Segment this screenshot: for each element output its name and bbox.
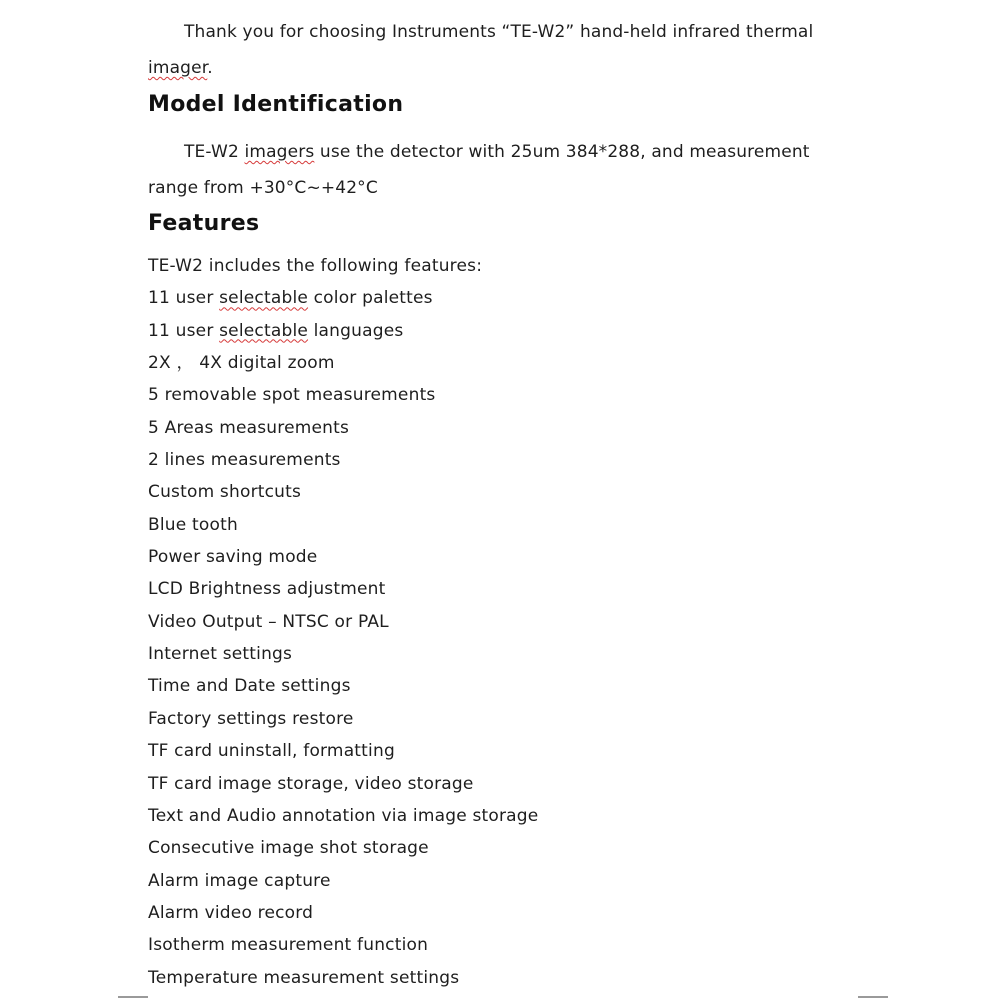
feature-item: 5 Areas measurements bbox=[148, 417, 350, 438]
feature-item: Custom shortcuts bbox=[148, 482, 302, 503]
page-corner-mark-left bbox=[118, 996, 148, 998]
feature-item: 5 removable spot measurements bbox=[148, 385, 436, 406]
feature-item: LCD Brightness adjustment bbox=[148, 579, 386, 600]
feature-item: Time and Date settings bbox=[148, 676, 351, 697]
page-corner-mark-right bbox=[858, 996, 888, 998]
feature-item: Temperature measurement settings bbox=[148, 967, 460, 988]
feature-item: Isotherm measurement function bbox=[148, 935, 429, 956]
feature-item: 2 lines measurements bbox=[148, 450, 341, 471]
spellcheck-flagged-word: selectable bbox=[219, 320, 309, 341]
feature-item bbox=[148, 282, 538, 314]
model-text-start: TE-W2 bbox=[184, 142, 245, 162]
features-intro: TE-W2 includes the following features: bbox=[148, 256, 483, 276]
feature-text: 11 user bbox=[148, 320, 220, 341]
intro-text-end: . bbox=[207, 58, 213, 78]
feature-item: TF card uninstall, formatting bbox=[148, 741, 395, 762]
intro-paragraph bbox=[148, 14, 860, 86]
feature-item: Video Output – NTSC or PAL bbox=[148, 611, 389, 632]
model-identification-paragraph bbox=[148, 134, 860, 206]
feature-item: 2X ， 4X digital zoom bbox=[148, 353, 335, 374]
feature-item: Power saving mode bbox=[148, 547, 318, 568]
feature-item: Alarm video record bbox=[148, 902, 314, 923]
feature-item: Internet settings bbox=[148, 644, 293, 665]
model-text-end: use the detector with 25um 384*288, and measurement range from +30°C~+42°C bbox=[148, 142, 810, 198]
feature-text: 11 user bbox=[148, 288, 220, 309]
feature-item: Alarm image capture bbox=[148, 870, 331, 891]
spellcheck-flagged-word: selectable bbox=[219, 288, 309, 309]
features-heading: Features bbox=[148, 211, 260, 236]
feature-item: Consecutive image shot storage bbox=[148, 838, 429, 859]
spellcheck-flagged-word: imagers bbox=[244, 142, 315, 162]
spellcheck-flagged-word: imager bbox=[148, 58, 208, 78]
features-list bbox=[148, 250, 538, 994]
feature-item: Factory settings restore bbox=[148, 708, 354, 729]
feature-item: TF card image storage, video storage bbox=[148, 773, 474, 794]
feature-text: color palettes bbox=[308, 288, 433, 309]
feature-item: Blue tooth bbox=[148, 514, 238, 535]
intro-text: Thank you for choosing Instruments “TE-W2” hand-held infrared thermal bbox=[184, 22, 814, 42]
feature-text: languages bbox=[308, 320, 404, 341]
feature-item bbox=[148, 315, 538, 347]
feature-item: Text and Audio annotation via image storage bbox=[148, 805, 539, 826]
model-identification-heading: Model Identification bbox=[148, 92, 404, 117]
